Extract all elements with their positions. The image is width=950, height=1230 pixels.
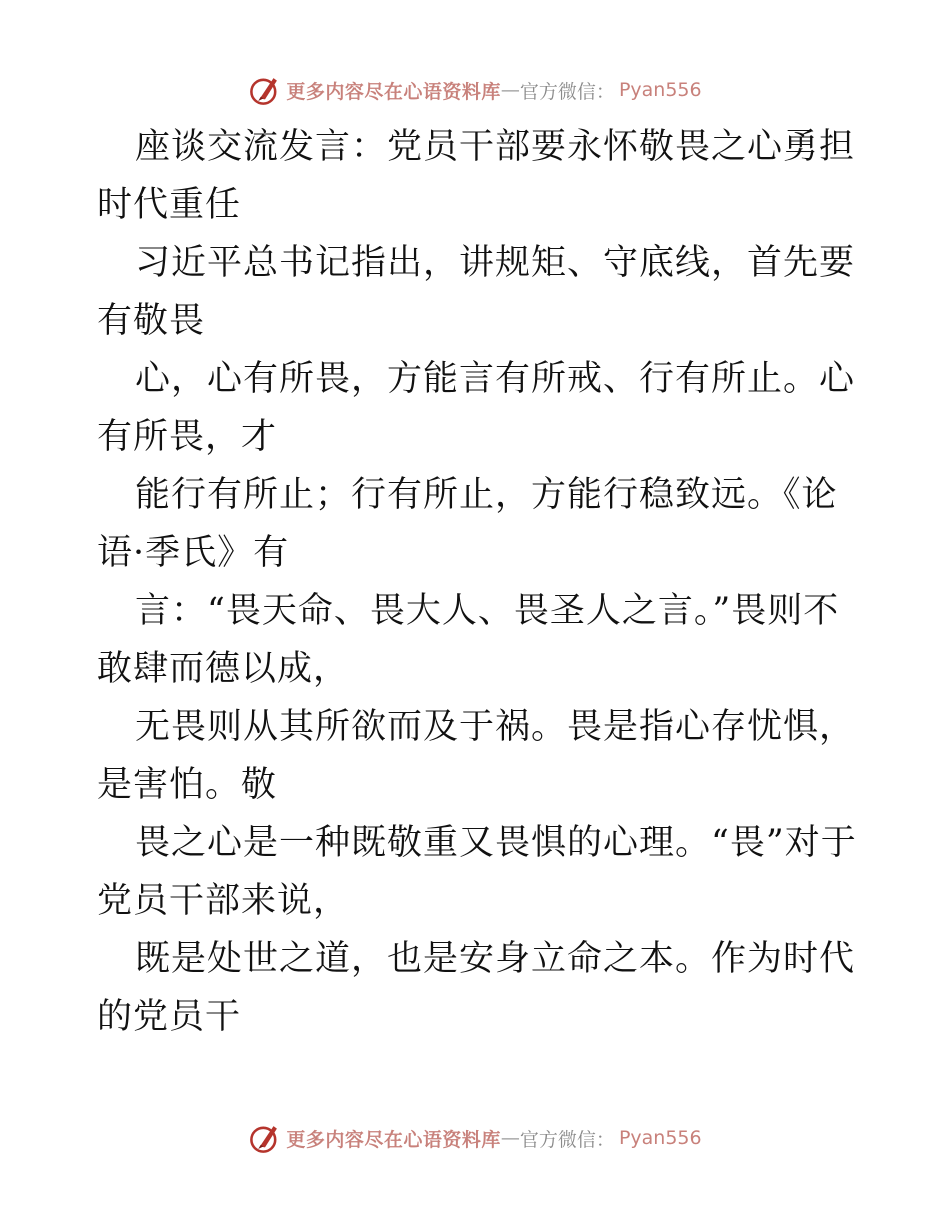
watermark-separator: — (500, 1127, 520, 1149)
quill-pen-logo-icon (248, 1121, 282, 1155)
watermark-main-text: 更多内容尽在心语资料库 (286, 1128, 501, 1151)
header-watermark (0, 70, 950, 110)
paragraph-3: 心，心有所畏，方能言有所戒、行有所止。心有所畏，才 (97, 359, 856, 457)
paragraph-5: 言：“畏天命、畏大人、畏圣人之言。”畏则不敢肆而德以成， (97, 591, 840, 689)
paragraph-4: 能行有所止；行有所止，方能行稳致远。《论语·季氏》有 (97, 475, 838, 573)
paragraph-6: 无畏则从其所欲而及于祸。畏是指心存忧惧，是害怕。敬 (97, 707, 856, 805)
watermark-wechat-label: 官方微信： (519, 1128, 615, 1151)
paragraph-8: 既是处世之道，也是安身立命之本。作为时代的党员干 (97, 939, 856, 1037)
watermark-wechat-id: Pyan556 (618, 79, 702, 101)
paragraph-7: 畏之心是一种既敬重又畏惧的心理。“畏”对于党员干部来说， (97, 823, 857, 921)
paragraph-2: 习近平总书记指出，讲规矩、守底线，首先要有敬畏 (97, 243, 856, 341)
quill-pen-logo-icon (248, 73, 282, 107)
watermark-main-text: 更多内容尽在心语资料库 (286, 80, 501, 103)
document-body (97, 118, 857, 1046)
footer-watermark (0, 1118, 950, 1158)
watermark-wechat-id: Pyan556 (618, 1127, 702, 1149)
paragraph-1: 座谈交流发言：党员干部要永怀敬畏之心勇担时代重任 (97, 127, 856, 225)
watermark-separator: — (500, 79, 520, 101)
watermark-wechat-label: 官方微信： (519, 80, 615, 103)
